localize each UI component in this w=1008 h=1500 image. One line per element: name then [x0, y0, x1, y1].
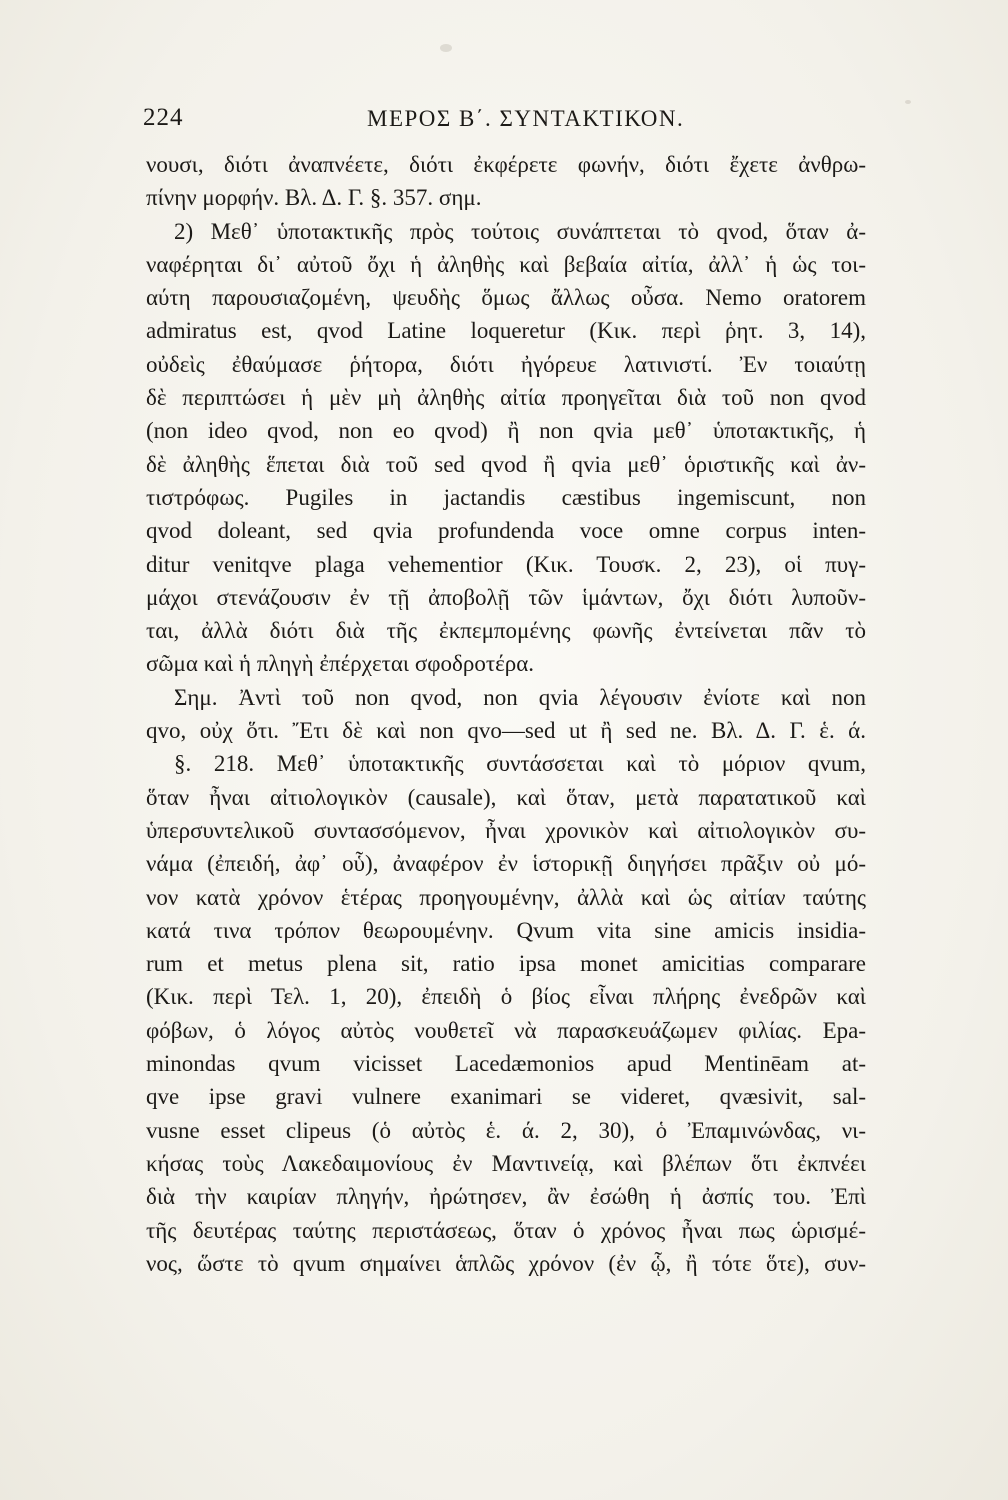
text-line: qve ipse gravi vulnere exanimari se videret, qvæsivit, sal-: [146, 1084, 866, 1110]
text-line: πίνην μορφήν. Βλ. Δ. Γ. §. 357. σημ.: [146, 185, 482, 211]
text-line: 2) Μεθ᾽ ὑποτακτικῆς πρὸς τούτοις συνάπτεται τὸ qvod, ὅταν ἀ-: [174, 218, 866, 244]
text-line: διὰ τὴν καιρίαν πληγήν, ἠρώτησεν, ἂν ἐσώθη ἡ ἀσπίς του. Ἐπὶ: [146, 1184, 866, 1210]
text-line: ὑπερσυντελικοῦ συντασσόμενον, ἦναι χρονικὸν καὶ αἰτιολογικὸν συ-: [146, 817, 866, 843]
text-line: minondas qvum vicisset Lacedæmonios apud Mentinēam at-: [146, 1051, 866, 1077]
text-line: σῶμα καὶ ἡ πληγὴ ἐπέρχεται σφοδροτέρα.: [146, 651, 535, 677]
page-number: 224: [143, 104, 184, 131]
text-line: τῆς δευτέρας ταύτης περιστάσεως, ὅταν ὁ χρόνος ἦναι πως ὡρισμέ-: [146, 1217, 866, 1243]
page-header: [143, 104, 863, 144]
text-line: νον κατὰ χρόνον ἑτέρας προηγουμένην, ἀλλὰ καὶ ὡς αἰτίαν ταύτης: [146, 884, 866, 910]
text-line: νάμα (ἐπειδή, ἀφ᾽ οὗ), ἀναφέρον ἐν ἱστορικῇ διηγήσει πρᾶξιν οὐ μό-: [146, 851, 866, 877]
text-line: vusne esset clipeus (ὁ αὐτὸς ἑ. ά. 2, 30), ὁ Ἐπαμινώνδας, νι-: [146, 1117, 866, 1143]
paper-stain: [440, 44, 452, 52]
text-line: qvod doleant, sed qvia profundenda voce omne corpus inten-: [146, 518, 866, 544]
text-line: κήσας τοὺς Λακεδαιμονίους ἐν Μαντινείᾳ, καὶ βλέπων ὅτι ἐκπνέει: [146, 1150, 866, 1176]
text-line: ὅταν ἦναι αἰτιολογικὸν (causale), καὶ ὅταν, μετὰ παρατατικοῦ καὶ: [146, 784, 866, 810]
running-title: ΜΕΡΟΣ Β΄. ΣΥΝΤΑΚΤΙΚΟΝ.: [367, 106, 685, 131]
text-line: κατά τινα τρόπον θεωρουμένην. Qvum vita sine amicis insidia-: [146, 917, 866, 943]
text-line: rum et metus plena sit, ratio ipsa monet amicitias comparare: [146, 951, 866, 977]
paper-stain: [905, 100, 911, 104]
body-text: [146, 148, 866, 1280]
text-line: δὲ ἀληθὴς ἕπεται διὰ τοῦ sed qvod ἢ qvia μεθ᾽ ὁριστικῆς καὶ ἀν-: [146, 451, 866, 477]
text-line: νουσι, διότι ἀναπνέετε, διότι ἐκφέρετε φωνήν, διότι ἔχετε ἀνθρω-: [146, 152, 866, 177]
text-line: §. 218. Μεθ᾽ ὑποτακτικῆς συντάσσεται καὶ τὸ μόριον qvum,: [174, 751, 866, 777]
text-line: ναφέρηται δι᾽ αὐτοῦ ὄχι ἡ ἀληθὴς καὶ βεβαία αἰτία, ἀλλ᾽ ἡ ὡς τοι-: [146, 251, 866, 277]
text-line: qvo, οὐχ ὅτι. Ἔτι δὲ καὶ non qvo—sed ut ἢ sed ne. Βλ. Δ. Γ. ἑ. ά.: [146, 718, 866, 744]
text-line: οὐδεὶς ἐθαύμασε ῥήτορα, διότι ἠγόρευε λατινιστί. Ἐν τοιαύτῃ: [146, 351, 866, 377]
text-line: τιστρόφως. Pugiles in jactandis cæstibus ingemiscunt, non: [146, 484, 866, 510]
text-line: admiratus est, qvod Latine loqueretur (Κικ. περὶ ῥητ. 3, 14),: [146, 318, 866, 344]
text-line: μάχοι στενάζουσιν ἐν τῇ ἀποβολῇ τῶν ἱμάντων, ὄχι διότι λυποῦν-: [146, 584, 866, 610]
text-line: (non ideo qvod, non eo qvod) ἢ non qvia μεθ᾽ ὑποτακτικῆς, ἡ: [146, 418, 866, 444]
text-line: Σημ. Ἀντὶ τοῦ non qvod, non qvia λέγουσιν ἐνίοτε καὶ non: [174, 684, 866, 710]
text-line: δὲ περιπτώσει ἡ μὲν μὴ ἀληθὴς αἰτία προηγεῖται διὰ τοῦ non qvod: [146, 385, 866, 411]
text-line: αύτη παρουσιαζομένη, ψευδὴς ὅμως ἄλλως οὖσα. Nemo oratorem: [146, 285, 866, 311]
text-line: ditur venitqve plaga vehementior (Κικ. Τουσκ. 2, 23), οἱ πυγ-: [146, 551, 866, 577]
text-line: ται, ἀλλὰ διότι διὰ τῆς ἐκπεμπομένης φωνῆς ἐντείνεται πᾶν τὸ: [146, 618, 866, 644]
text-line: νος, ὥστε τὸ qvum σημαίνει ἁπλῶς χρόνον (ἐν ᾧ, ἢ τότε ὅτε), συν-: [146, 1250, 866, 1276]
text-line: (Κικ. περὶ Τελ. 1, 20), ἐπειδὴ ὁ βίος εἶναι πλήρης ἐνεδρῶν καὶ: [146, 984, 866, 1010]
text-line: φόβων, ὁ λόγος αὐτὸς νουθετεῖ νὰ παρασκευάζωμεν φιλίας. Epa-: [146, 1017, 866, 1043]
